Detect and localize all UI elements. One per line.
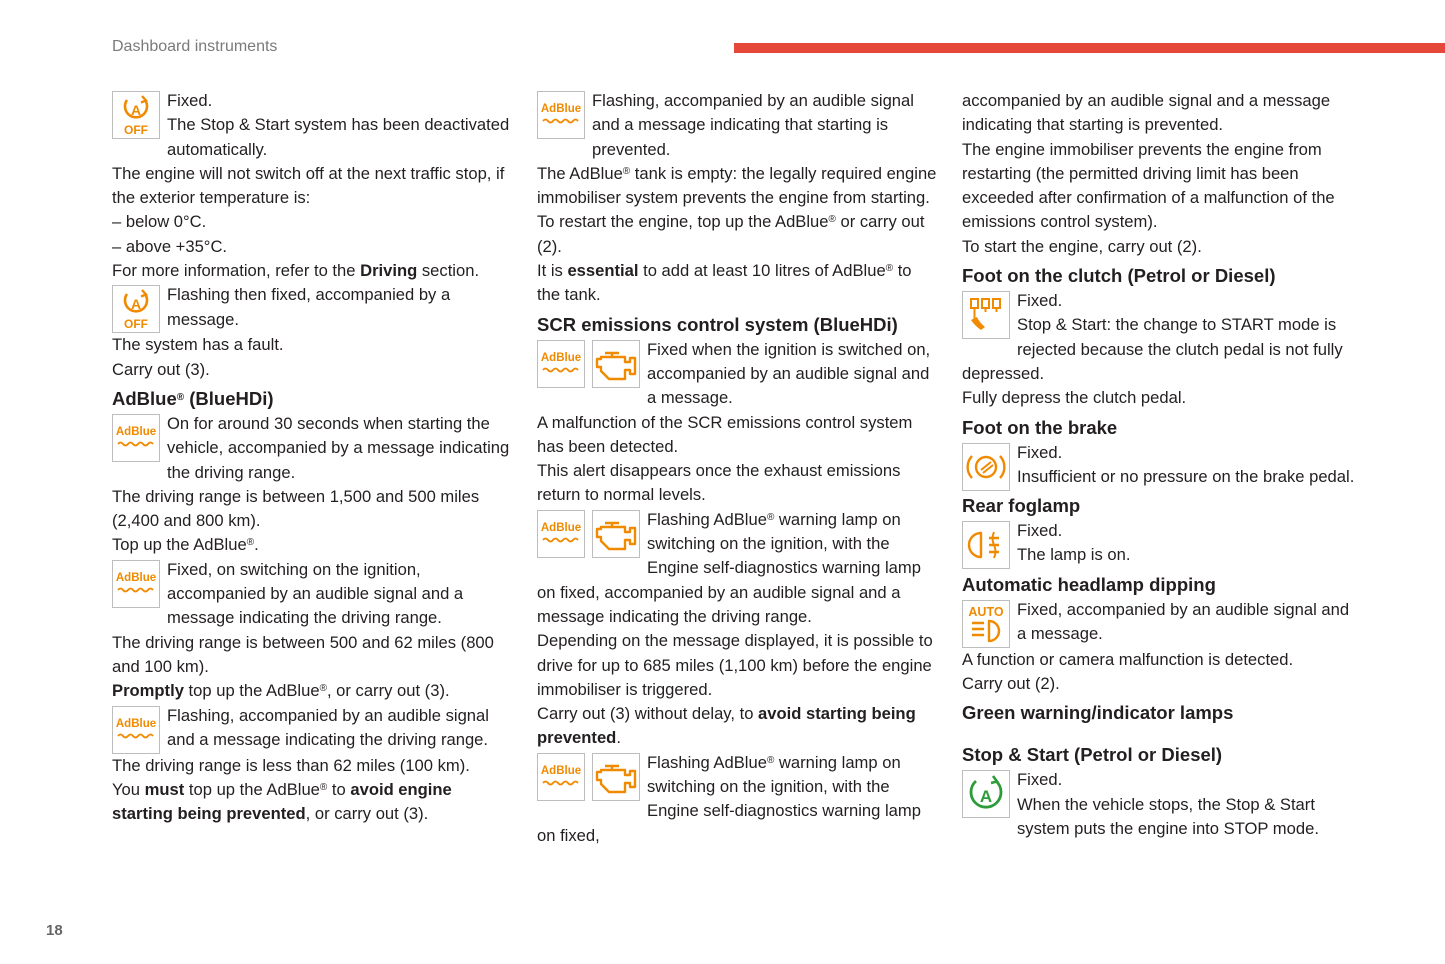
block-text: Fixed, accompanied by an audible signal and a message.: [1017, 599, 1350, 644]
column-3: [962, 89, 1362, 841]
paragraph: Fully depress the clutch pedal.: [962, 388, 1187, 408]
block-text: Stop & Start: the change to START mode is rejected because the clutch pedal is not fully depressed.: [962, 315, 1343, 383]
svg-text:AdBlue: AdBlue: [115, 425, 157, 438]
block-text: On for around 30 seconds when starting the vehicle, accompanied by a message indicating the driving range.: [167, 413, 510, 482]
paragraph: Top up the AdBlue®.: [112, 535, 259, 555]
adblue-icon: [537, 753, 585, 801]
header-accent-bar: [734, 43, 1445, 53]
adblue-icon: [112, 560, 160, 608]
paragraph: The engine will not switch off at the next traffic stop, if the exterior temperature is:: [112, 163, 505, 208]
block-text: Fixed.: [1017, 291, 1063, 311]
stop-start-off-icon: [112, 285, 160, 333]
paragraph: The system has a fault.: [112, 335, 284, 355]
brake-pedal-icon: [962, 443, 1010, 491]
paragraph: The driving range is between 1,500 and 500 miles (2,400 and 800 km).: [112, 486, 480, 531]
block-text: Fixed when the ignition is switched on, accompanied by an audible signal and a message.: [647, 339, 931, 408]
block-text: Flashing AdBlue® warning lamp on switching on the ignition, with the Engine self-diagnostics warning lamp on fixed,: [537, 752, 921, 845]
svg-text:AdBlue: AdBlue: [540, 521, 582, 534]
block-text: The lamp is on.: [1017, 545, 1131, 565]
section-heading-green-lamps: Green warning/indicator lamps: [962, 702, 1234, 724]
paragraph: It is essential to add at least 10 litres of AdBlue® to the tank.: [537, 261, 912, 305]
paragraph: Carry out (2).: [962, 674, 1060, 694]
paragraph: Carry out (3) without delay, to avoid starting being prevented.: [537, 704, 916, 748]
block-text: Fixed.: [1017, 770, 1063, 790]
rear-foglamp-icon: [962, 521, 1010, 569]
svg-text:A: A: [979, 787, 993, 807]
section-heading-clutch: Foot on the clutch (Petrol or Diesel): [962, 265, 1276, 287]
engine-diagnostics-icon: [592, 753, 640, 801]
auto-headlamp-icon: [962, 600, 1010, 648]
stop-start-green-icon: [962, 770, 1010, 818]
paragraph: Carry out (3).: [112, 359, 210, 379]
section-heading-brake: Foot on the brake: [962, 416, 1118, 438]
svg-text:OFF: OFF: [124, 123, 148, 136]
block-text: Insufficient or no pressure on the brake pedal.: [1017, 466, 1355, 486]
paragraph: A function or camera malfunction is detected.: [962, 649, 1294, 669]
column-2: [537, 89, 937, 848]
svg-text:AdBlue: AdBlue: [115, 717, 157, 730]
block-text: Flashing AdBlue® warning lamp on switching on the ignition, with the Engine self-diagnostics warning lamp on fixed, accompanied by an audible signal and a message indicating the driving range.: [537, 509, 921, 626]
section-heading-adblue: AdBlue® (BlueHDi): [112, 387, 274, 409]
scr-fixed-block: [537, 338, 937, 411]
svg-text:AdBlue: AdBlue: [115, 571, 157, 584]
svg-text:AUTO: AUTO: [968, 604, 1004, 619]
paragraph: – below 0°C.: [112, 212, 207, 232]
foglamp-block: [962, 519, 1362, 568]
paragraph: – above +35°C.: [112, 236, 228, 256]
adblue-icon: [537, 510, 585, 558]
column-1: [112, 89, 512, 826]
paragraph: The driving range is less than 62 miles (100 km).: [112, 755, 470, 775]
svg-text:AdBlue: AdBlue: [540, 103, 582, 115]
adblue-icon: [112, 414, 160, 462]
header-title: Dashboard instruments: [112, 38, 278, 55]
paragraph: To start the engine, carry out (2).: [962, 236, 1202, 256]
section-heading-stop-start: Stop & Start (Petrol or Diesel): [962, 744, 1223, 766]
stop-start-off-icon: [112, 91, 160, 139]
section-heading-headlamp: Automatic headlamp dipping: [962, 573, 1216, 595]
stop-start-green-block: [962, 768, 1362, 841]
adblue-block-2: [112, 558, 512, 631]
svg-text:OFF: OFF: [124, 317, 148, 331]
scr-flashing-block: [537, 508, 937, 629]
paragraph: Depending on the message displayed, it is possible to drive for up to 685 miles (1,100 km) before the engine immobiliser is triggered.: [537, 631, 933, 699]
brake-block: [962, 441, 1362, 490]
adblue-empty-block: [537, 89, 937, 162]
block-text: Fixed.: [167, 91, 213, 110]
svg-text:AdBlue: AdBlue: [540, 351, 582, 364]
block-text: Fixed.: [1017, 521, 1063, 541]
paragraph: Promptly top up the AdBlue®, or carry out (3).: [112, 681, 450, 701]
paragraph: This alert disappears once the exhaust emissions return to normal levels.: [537, 461, 901, 505]
stopstart-off-flashing-block: [112, 283, 512, 332]
section-heading-scr: SCR emissions control system (BlueHDi): [537, 313, 898, 335]
block-text: Fixed.: [1017, 442, 1063, 462]
block-text: Flashing, accompanied by an audible signal and a message indicating the driving range.: [167, 705, 489, 749]
spacer: [962, 726, 1362, 738]
block-text: Flashing then fixed, accompanied by a message.: [167, 285, 451, 329]
paragraph: The engine immobiliser prevents the engine from restarting (the permitted driving limit has been exceeded after confirmation of a malfunction of the emissions control system).: [962, 139, 1335, 232]
paragraph: A malfunction of the SCR emissions control system has been detected.: [537, 412, 913, 456]
engine-diagnostics-icon: [592, 510, 640, 558]
engine-diagnostics-icon: [592, 340, 640, 388]
paragraph: accompanied by an audible signal and a message indicating that starting is prevented.: [962, 91, 1331, 135]
headlamp-block: [962, 598, 1362, 647]
block-text: When the vehicle stops, the Stop & Start system puts the engine into STOP mode.: [1017, 794, 1319, 838]
adblue-icon: [537, 91, 585, 139]
paragraph: To restart the engine, top up the AdBlue® or carry out (2).: [537, 212, 925, 256]
block-text: Fixed, on switching on the ignition, accompanied by an audible signal and a message indicating the driving range.: [167, 559, 464, 628]
svg-text:AdBlue: AdBlue: [540, 764, 582, 777]
adblue-icon: [112, 706, 160, 754]
scr-prevented-block: [537, 751, 937, 848]
paragraph: The driving range is between 500 and 62 miles (800 and 100 km).: [112, 632, 494, 676]
clutch-block: [962, 289, 1362, 386]
paragraph: The AdBlue® tank is empty: the legally required engine immobiliser system prevents the engine from starting.: [537, 163, 937, 208]
page-number: 18: [46, 922, 63, 939]
adblue-block-3: [112, 704, 512, 753]
paragraph: For more information, refer to the Driving section.: [112, 261, 480, 281]
svg-text:A: A: [130, 102, 142, 118]
block-text: Flashing, accompanied by an audible signal and a message indicating that starting is prevented.: [592, 91, 914, 159]
clutch-pedal-icon: [962, 291, 1010, 339]
section-heading-foglamp: Rear foglamp: [962, 495, 1081, 517]
block-text: The Stop & Start system has been deactivated automatically.: [167, 115, 510, 159]
svg-text:A: A: [130, 296, 142, 313]
paragraph: You must top up the AdBlue® to avoid engine starting being prevented, or carry out (3).: [112, 779, 452, 824]
adblue-icon: [537, 340, 585, 388]
stopstart-off-fixed-block: [112, 89, 512, 162]
adblue-block-1: [112, 412, 512, 485]
